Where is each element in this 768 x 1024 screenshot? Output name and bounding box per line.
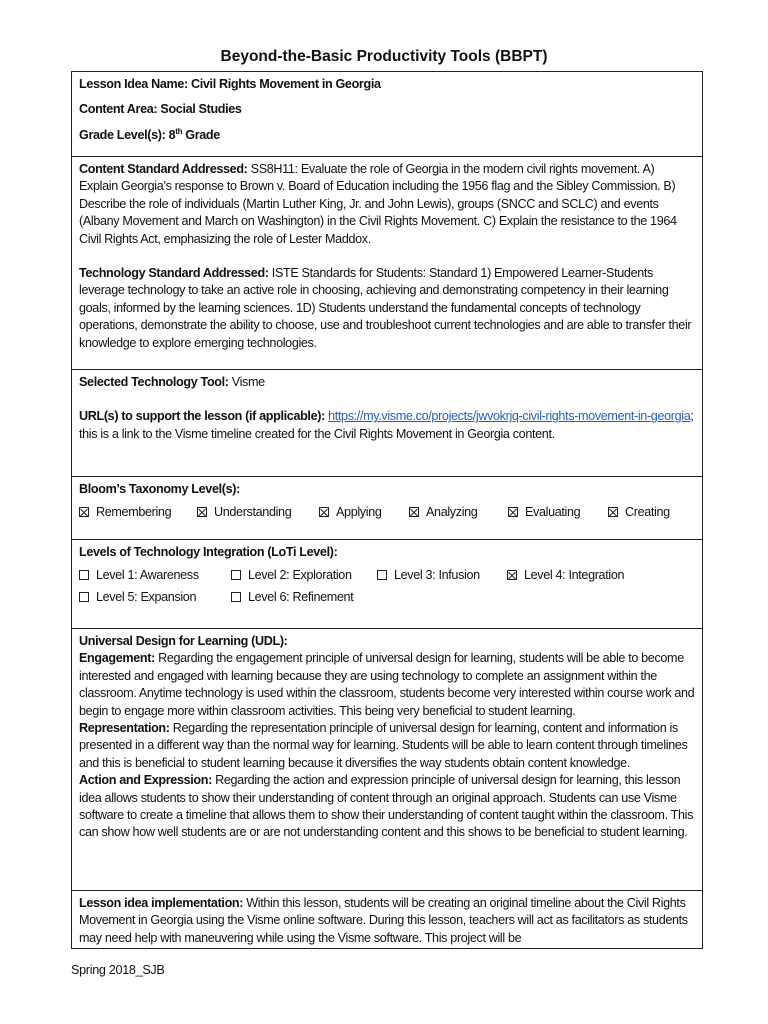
implementation-paragraph [79,895,696,947]
checkbox-label: Applying [336,505,382,520]
content-area-value: Social Studies [160,102,242,117]
tool-value: Visme [231,375,265,389]
lesson-name-label: Lesson Idea Name: [79,77,188,91]
representation-text: Regarding the representation principle of universal design for learning, content and information is presented in a different way than the normal way for learning. Students will be able to learn content through timelines and this is beneficial to student learning because it diversifies the way students obtain content knowledge. [79,721,688,770]
checkbox-label: Level 5: Expansion [96,589,197,604]
loti-row-1 [79,567,696,584]
standards-section [72,156,702,369]
blooms-section [72,476,702,539]
engagement-label: Engagement: [79,651,155,666]
technology-standard [79,265,696,352]
page-title: Beyond-the-Basic Productivity Tools (BBPT) [220,48,548,65]
checkbox-empty-icon [79,592,89,602]
checkbox-label: Analyzing [426,505,478,520]
checkbox-label: Level 1: Awareness [96,568,199,583]
lesson-form-table [71,71,703,949]
grade-level-label: Grade Level(s): [79,127,166,142]
content-standard [79,161,696,248]
lesson-info-section [72,72,702,156]
url-description: ; this is a link to the Visme timeline created for the Civil Rights Movement in Georgia content. [79,409,694,441]
checkbox-empty-icon [79,570,89,580]
checkbox-checked-icon [79,507,89,517]
tool-label: Selected Technology Tool: [79,375,229,389]
blooms-label: Bloom’s Taxonomy Level(s): [79,482,240,496]
page-footer: Spring 2018_SJB [71,963,165,977]
loti-level-5[interactable] [79,589,231,606]
udl-action-expression [79,772,696,842]
content-area-label: Content Area: [79,102,158,117]
content-standard-label: Content Standard Addressed: [79,162,248,176]
visme-timeline-link[interactable]: https://my.visme.co/projects/jwvokrjq-civil-rights-movement-in-georgia [328,409,691,424]
blooms-remembering[interactable] [79,504,197,521]
checkbox-empty-icon [377,570,387,580]
action-expression-label: Action and Expression: [79,773,212,788]
lesson-name-line [79,76,696,93]
url-label: URL(s) to support the lesson (if applicable): [79,409,325,424]
checkbox-checked-icon [197,507,207,517]
lesson-name-value: Civil Rights Movement in Georgia [191,77,381,91]
grade-level-word: Grade [185,127,220,142]
grade-level-line [79,127,696,144]
loti-label: Levels of Technology Integration (LoTi Level): [79,545,338,559]
loti-level-1[interactable] [79,567,231,584]
checkbox-checked-icon [508,507,518,517]
loti-level-4[interactable] [507,567,624,584]
checkbox-checked-icon [319,507,329,517]
implementation-section [72,890,702,948]
udl-section [72,628,702,890]
checkbox-checked-icon [608,507,618,517]
implementation-label: Lesson idea implementation: [79,896,244,910]
engagement-text: Regarding the engagement principle of universal design for learning, students will be able to become interested and engaged with learning because they are using technology to complete an assignment within the classroom. Anytime technology is used within the classroom, students become very interested within course work and begin to engage more within classroom activities. This being very beneficial to student learning. [79,651,695,718]
checkbox-label: Evaluating [525,505,581,520]
blooms-analyzing[interactable] [409,504,508,521]
checkbox-empty-icon [231,570,241,580]
checkbox-label: Understanding [214,505,292,520]
udl-label: Universal Design for Learning (UDL): [79,634,288,648]
loti-level-3[interactable] [377,567,507,584]
technology-standard-label: Technology Standard Addressed: [79,266,269,281]
representation-label: Representation: [79,721,170,736]
udl-engagement [79,650,696,720]
blooms-creating[interactable] [608,504,670,521]
udl-representation [79,720,696,772]
checkbox-empty-icon [231,592,241,602]
checkbox-label: Creating [625,505,670,520]
loti-section [72,539,702,628]
blooms-applying[interactable] [319,504,409,521]
loti-level-2[interactable] [231,567,377,584]
action-expression-text: Regarding the action and expression principle of universal design for learning, this lesson idea allows students to show their understanding of content through an original approach. Students can use Visme software to create a timeline that allows them to show their understanding of content taught within the classroom. This can show how well students are or are not understanding content and this shows to be beneficial to student learning. [79,773,694,840]
url-line [79,408,696,443]
content-area-line [79,101,696,118]
tool-line [79,374,696,391]
content-standard-text: SS8H11: Evaluate the role of Georgia in the modern civil rights movement. A) Explain Georgia’s response to Brown v. Board of Education including the 1956 flag and the Sibley Commission. B) Describe the role of individuals (Martin Luther King, Jr. and John Lewis), groups (SNCC and SCLC) and events (Albany Movement and March on Washington) in the Civil Rights Movement. C) Explain the resistance to the 1964 Civil Rights Act, emphasizing the role of Lester Maddox. [79,162,677,246]
blooms-checkbox-row [79,504,696,521]
checkbox-checked-icon [409,507,419,517]
technology-tool-section [72,369,702,476]
checkbox-label: Remembering [96,505,172,520]
blooms-evaluating[interactable] [508,504,608,521]
loti-level-6[interactable] [231,589,353,606]
checkbox-label: Level 6: Refinement [248,589,354,604]
checkbox-checked-icon [507,570,517,580]
checkbox-label: Level 3: Infusion [394,568,480,583]
technology-standard-text: ISTE Standards for Students: Standard 1) Empowered Learner-Students leverage technology to take an active role in choosing, achieving and demonstrating competency in their learning goals, informed by the learning sciences. 1D) Students understand the fundamental concepts of technology operations, demonstrate the ability to choose, use and troubleshoot current technologies and are able to transfer their knowledge to explore emerging technologies. [79,266,692,350]
implementation-text: Within this lesson, students will be creating an original timeline about the Civil Rights Movement in Georgia using the Visme online software. During this lesson, teachers will act as facilitators as students may need help with maneuvering while using the Visme software. This project will be [79,896,688,945]
checkbox-label: Level 2: Exploration [248,568,352,583]
grade-level-suffix: th [175,126,183,136]
blooms-understanding[interactable] [197,504,319,521]
grade-level-number: 8 [168,127,176,142]
checkbox-label: Level 4: Integration [524,568,625,583]
loti-row-2 [79,589,696,606]
